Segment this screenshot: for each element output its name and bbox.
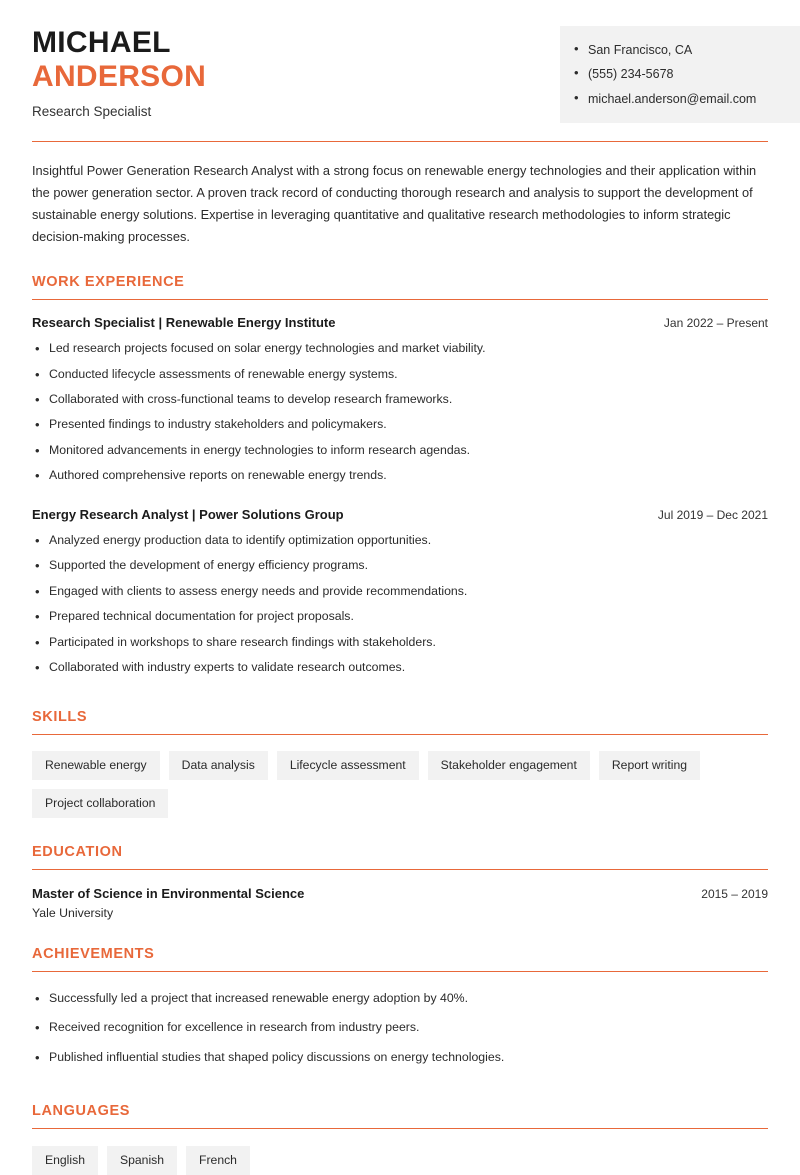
section-divider: [32, 1128, 768, 1129]
job-header: [32, 315, 768, 330]
contact-location: • San Francisco, CA: [574, 38, 760, 62]
achievements-list: [32, 989, 768, 1077]
language-chip: English: [32, 1146, 98, 1175]
job-dates: Jul 2019 – Dec 2021: [657, 507, 768, 522]
resume-header: [0, 0, 800, 123]
section-skills: [32, 709, 768, 817]
section-divider: [32, 734, 768, 735]
professional-summary: Insightful Power Generation Research Analyst with a strong focus on renewable energy technologies and their application within the power generation sector. A proven track record of conducting thorough research and analysis to support the development of sustainable energy solutions. Expertise in leveraging quantitative and qualitative research methodologies to inform strategic decision-making processes.: [32, 163, 757, 245]
job-bullet: • Led research projects focused on solar energy technologies and market viability.: [32, 339, 768, 364]
skill-chip: Lifecycle assessment: [277, 751, 419, 780]
job-bullet-list: [32, 339, 768, 492]
language-chip: French: [186, 1146, 250, 1175]
contact-email: • michael.anderson@email.com: [574, 87, 760, 111]
job-bullet: • Collaborated with industry experts to validate research outcomes.: [32, 658, 768, 683]
section-languages: [32, 1103, 768, 1175]
skill-chip: Project collaboration: [32, 789, 168, 818]
skill-chip: Data analysis: [169, 751, 268, 780]
header-job-title: Research Specialist: [32, 104, 152, 120]
job-title-company: Energy Research Analyst | Power Solutions Group: [32, 506, 344, 522]
section-divider: [32, 971, 768, 972]
job-bullet: • Analyzed energy production data to identify optimization opportunities.: [32, 531, 768, 556]
section-divider: [32, 299, 768, 300]
job-bullet: • Presented findings to industry stakeholders and policymakers.: [32, 415, 768, 440]
section-work-experience: [32, 274, 768, 683]
job-bullet: • Supported the development of energy efficiency programs.: [32, 556, 768, 581]
section-title-skills: SKILLS: [32, 709, 88, 726]
achievement-item: • Successfully led a project that increased renewable energy adoption by 40%.: [32, 989, 768, 1018]
header-divider: [32, 141, 768, 142]
section-title-education: EDUCATION: [32, 843, 123, 860]
contact-box: [560, 26, 800, 123]
job-dates: Jan 2022 – Present: [663, 316, 768, 331]
job-title-company: Research Specialist | Renewable Energy Institute: [32, 315, 336, 331]
section-title-achievements: ACHIEVEMENTS: [32, 945, 155, 962]
last-name: ANDERSON: [32, 59, 207, 93]
skill-chip: Report writing: [599, 751, 700, 780]
skill-chip: Stakeholder engagement: [428, 751, 590, 780]
contact-phone: • (555) 234-5678: [574, 62, 760, 86]
education-entry: [32, 886, 768, 920]
header-identity: [32, 22, 206, 119]
job-bullet: • Prepared technical documentation for project proposals.: [32, 607, 768, 632]
first-name: MICHAEL: [32, 26, 171, 59]
skill-chip: Renewable energy: [32, 751, 160, 780]
job-bullet: • Authored comprehensive reports on renewable energy trends.: [32, 466, 768, 491]
language-chip: Spanish: [107, 1146, 177, 1175]
education-degree: Master of Science in Environmental Science: [32, 885, 305, 901]
job-entry: [32, 315, 768, 492]
job-bullet: • Conducted lifecycle assessments of renewable energy systems.: [32, 365, 768, 390]
job-bullet: • Engaged with clients to assess energy needs and provide recommendations.: [32, 582, 768, 607]
job-entry: [32, 507, 768, 684]
section-divider: [32, 869, 768, 870]
education-header: [32, 886, 768, 901]
resume-body: [0, 160, 800, 1174]
section-education: [32, 844, 768, 920]
job-bullet: • Participated in workshops to share research findings with stakeholders.: [32, 633, 768, 658]
languages-chip-list: [32, 1146, 768, 1175]
section-title-work-experience: WORK EXPERIENCE: [32, 274, 185, 291]
job-bullet-list: [32, 531, 768, 684]
achievement-item: • Received recognition for excellence in research from industry peers.: [32, 1018, 768, 1047]
job-bullet: • Monitored advancements in energy technologies to inform research agendas.: [32, 441, 768, 466]
education-school: Yale University: [32, 905, 114, 920]
section-title-languages: LANGUAGES: [32, 1102, 131, 1119]
section-achievements: [32, 946, 768, 1077]
skills-chip-list: [32, 751, 768, 817]
job-bullet: • Collaborated with cross-functional teams to develop research frameworks.: [32, 390, 768, 415]
achievement-item: • Published influential studies that shaped policy discussions on energy technologies.: [32, 1048, 768, 1077]
education-dates: 2015 – 2019: [701, 886, 768, 901]
contact-list: [574, 38, 760, 111]
job-header: [32, 507, 768, 522]
